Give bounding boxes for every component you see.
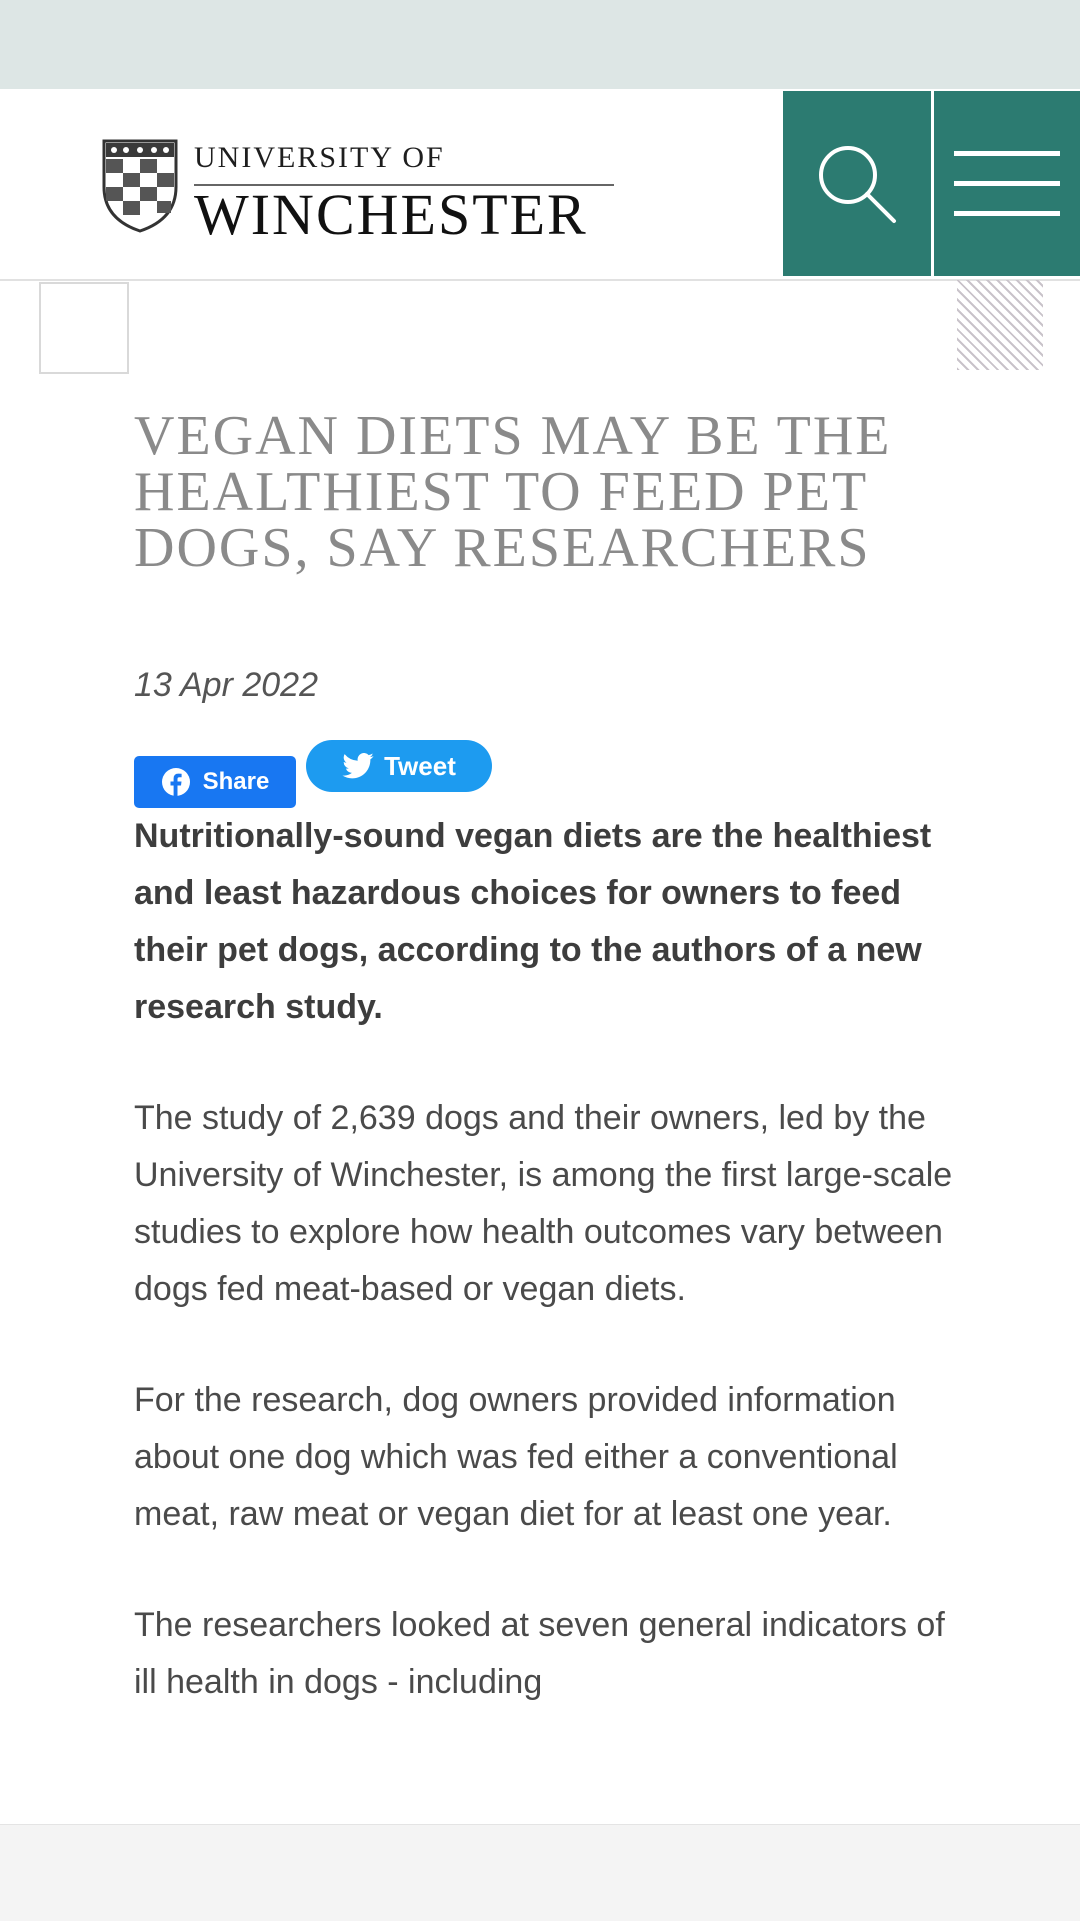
decorative-square <box>39 282 129 374</box>
facebook-share-button[interactable] <box>134 756 296 808</box>
article-lead: Nutritionally-sound vegan diets are the healthiest and least hazardous choices for owners to feed their pet dogs, according to the authors of a new research study. <box>134 817 932 1026</box>
crest-icon <box>100 137 180 233</box>
share-label: Share <box>202 768 270 795</box>
menu-button[interactable] <box>934 91 1080 276</box>
university-logo[interactable] <box>100 137 630 247</box>
tweet-button[interactable] <box>306 740 492 792</box>
bottom-bar <box>0 1824 1080 1921</box>
article-paragraph: The study of 2,639 dogs and their owners, led by the University of Winchester, is among the first large-scale studies to explore how health outcomes vary between dogs fed meat-based or vegan diets. <box>134 1099 953 1308</box>
article-date: 13 Apr 2022 <box>134 666 318 704</box>
hamburger-menu-icon <box>954 148 1060 220</box>
article-paragraph: The researchers looked at seven general indicators of ill health in dogs - including <box>134 1606 945 1701</box>
article-title: VEGAN DIETS MAY BE THE HEALTHIEST TO FEED PET DOGS, SAY RESEARCHERS <box>134 405 892 579</box>
tweet-label: Tweet <box>384 750 456 781</box>
logo-text-top: UNIVERSITY OF <box>194 141 445 174</box>
search-button[interactable] <box>783 91 931 276</box>
twitter-bird-icon <box>342 753 374 779</box>
site-header <box>0 89 1080 281</box>
logo-text-bottom: WINCHESTER <box>194 182 588 247</box>
article-paragraph: For the research, dog owners provided information about one dog which was fed either a conventional meat, raw meat or vegan diet for at least one year. <box>134 1381 898 1533</box>
decorative-hatch-pattern <box>957 280 1043 370</box>
facebook-icon <box>161 767 191 797</box>
search-icon <box>814 141 900 227</box>
article-body <box>134 808 974 1824</box>
status-bar <box>0 0 1080 89</box>
